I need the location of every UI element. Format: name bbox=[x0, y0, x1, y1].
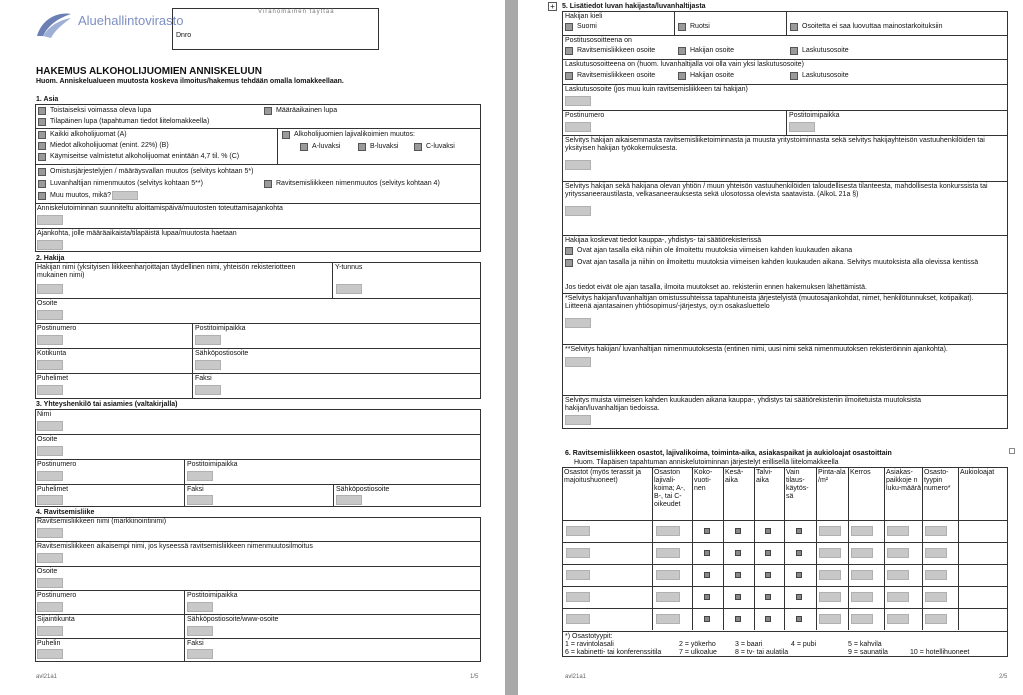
contact-postnum-field[interactable] bbox=[37, 471, 63, 481]
assortment-field[interactable] bbox=[656, 526, 680, 536]
label-no-marketing: Osoitetta ei saa luovuttaa mainostarkoituksiin bbox=[802, 23, 943, 30]
label-ownership-details: *Selvitys hakijan/luvanhaltijan omistussuhteissa tapahtuneista järjestelyistä (muutosajankohdat, nimet, henkilötunnukset, kotipaikat). Liitteenä ajantasainen yhtiösopimus/-järjestys, oy:n osakasluettelo bbox=[565, 295, 974, 311]
label-finnish: Suomi bbox=[577, 23, 597, 30]
label-all-beverages: Kaikki alkoholijuomat (A) bbox=[50, 131, 127, 138]
label-fermented-beverages: Käymiseitse valmistetut alkoholijuomat enintään 4,7 til. % (C) bbox=[50, 153, 240, 160]
applicant-address-field[interactable] bbox=[37, 310, 63, 320]
table-cell-field[interactable] bbox=[925, 548, 947, 558]
checkbox-to-c[interactable] bbox=[414, 143, 422, 151]
checkbox-bill-billing[interactable] bbox=[790, 72, 798, 80]
type-8: 8 = tv- tai aulatila bbox=[735, 649, 789, 656]
label-permanent: Toistaiseksi voimassa oleva lupa bbox=[50, 107, 152, 114]
start-date-field[interactable] bbox=[37, 215, 63, 225]
label-applicant-postoffice: Postitoimipaikka bbox=[195, 325, 246, 332]
table-cell-field[interactable] bbox=[851, 570, 873, 580]
type-1: 1 = ravintolasali bbox=[565, 641, 614, 648]
contact-name-field[interactable] bbox=[37, 421, 63, 431]
form-page-1 bbox=[0, 0, 505, 695]
table-cell-field[interactable] bbox=[887, 548, 909, 558]
label-financial-status: Selvitys hakijan sekä hakijana olevan yhtiön / muun yhteisön vastuuhenkilöiden taloudellisesta tilanteesta, mahdollisesta konkurssista tai yrityssaneeraustilasta, velkasaneerauksesta sekä ulosotossa olevista saatavista. (AlkoL 21a §) bbox=[565, 183, 988, 199]
section-6-heading: 6. Ravitsemisliikkeen osastot, lajivalikoima, toiminta-aika, asiakaspaikat ja aukioloajat osastoittain bbox=[565, 450, 892, 457]
label-restaurant-postnum: Postinumero bbox=[37, 592, 77, 599]
table-cell-field[interactable] bbox=[819, 548, 841, 558]
move-handle-icon[interactable]: + bbox=[548, 2, 557, 11]
section-2-box bbox=[35, 262, 481, 399]
table-cell-field[interactable] bbox=[851, 592, 873, 602]
type-2: 2 = yökerho bbox=[679, 641, 716, 648]
applicant-postoffice-field[interactable] bbox=[195, 335, 221, 345]
checkbox-assortment-change[interactable] bbox=[282, 131, 290, 139]
checkbox-post-billing[interactable] bbox=[790, 47, 798, 55]
contact-phone-field[interactable] bbox=[37, 495, 63, 505]
business-id-field[interactable] bbox=[336, 284, 362, 294]
type-9: 9 = saunatila bbox=[848, 649, 888, 656]
type-4: 4 = pubi bbox=[791, 641, 817, 648]
checkbox-post-restaurant[interactable] bbox=[565, 47, 573, 55]
assortment-field[interactable] bbox=[656, 592, 680, 602]
section-4-heading: 4. Ravitsemisliike bbox=[36, 509, 95, 516]
label-register-note: Jos tiedot eivät ole ajan tasalla, ilmoita muutokset ao. rekisteriin ennen hakemuksen lähettämistä. bbox=[565, 284, 867, 291]
label-to-c: C-luvaksi bbox=[426, 143, 455, 150]
footer-page-number-2: 2/5 bbox=[999, 674, 1008, 680]
label-contact-phone: Puhelimet bbox=[37, 486, 69, 493]
season-checkbox[interactable] bbox=[796, 616, 802, 622]
label-restaurant-municipality: Sijaintikunta bbox=[37, 616, 75, 623]
period-field[interactable] bbox=[37, 240, 63, 250]
label-fixed-term: Määräaikainen lupa bbox=[276, 107, 338, 114]
season-checkbox[interactable] bbox=[735, 616, 741, 622]
label-restaurant-email: Sähköpostiosoite/www-osoite bbox=[187, 616, 279, 623]
type-6: 6 = kabinetti- tai konferenssitila bbox=[565, 649, 662, 656]
checkbox-register-unchanged[interactable] bbox=[565, 247, 573, 255]
logo-text: Aluehallintovirasto bbox=[78, 13, 184, 28]
label-restaurant-name: Ravitsemisliikkeen nimi (markkinointinimi) bbox=[37, 518, 167, 525]
label-period: Ajankohta, jolle määräaikaista/tilapäistä lupaa/muutosta haetaan bbox=[37, 230, 237, 237]
section-3-box bbox=[35, 409, 481, 507]
section-6-note: Huom. Tilapäisen tapahtuman anniskelutoiminnan järjestelyt erillisellä liitelomakkeella bbox=[574, 459, 839, 466]
label-to-a: A-luvaksi bbox=[312, 143, 341, 150]
table-cell-field[interactable] bbox=[819, 526, 841, 536]
label-restaurant-postoffice: Postitoimipaikka bbox=[187, 592, 238, 599]
label-restaurant-prevname: Ravitsemisliikkeen aikaisempi nimi, jos kyseessä ravitsemisliikkeen nimenmuutosilmoitus bbox=[37, 543, 313, 550]
season-checkbox[interactable] bbox=[765, 616, 771, 622]
table-cell-field[interactable] bbox=[887, 614, 909, 624]
checkbox-fermented-beverages[interactable] bbox=[38, 153, 46, 161]
type-5: 5 = kahvila bbox=[848, 641, 882, 648]
label-applicant-phone: Puhelimet bbox=[37, 375, 69, 382]
checkbox-finnish[interactable] bbox=[565, 23, 573, 31]
form-page-2 bbox=[518, 0, 1023, 695]
table-header-9: Asiakas-paikkoje n luku-määrä bbox=[886, 469, 922, 493]
season-checkbox[interactable] bbox=[704, 528, 710, 534]
season-checkbox[interactable] bbox=[704, 616, 710, 622]
department-name-field[interactable] bbox=[566, 548, 590, 558]
table-header-8: Kerros bbox=[850, 469, 871, 476]
footer-form-code: avl21a1 bbox=[36, 674, 58, 680]
restaurant-postnum-field[interactable] bbox=[37, 602, 63, 612]
restaurant-email-field[interactable] bbox=[187, 626, 213, 636]
checkbox-to-a[interactable] bbox=[300, 143, 308, 151]
applicant-postnum-field[interactable] bbox=[37, 335, 63, 345]
season-checkbox[interactable] bbox=[796, 572, 802, 578]
rename-details-field[interactable] bbox=[565, 357, 591, 367]
contact-address-field[interactable] bbox=[37, 446, 63, 456]
contact-postoffice-field[interactable] bbox=[187, 471, 213, 481]
label-billing-postnum: Postinumero bbox=[565, 112, 605, 119]
label-contact-email: Sähköpostiosoite bbox=[336, 486, 390, 493]
table-header-5: Talvi-aika bbox=[756, 469, 773, 485]
label-billing-address-is: Laskutusosoitteena on (huom. luvanhaltijalla voi olla vain yksi laskutusosoite) bbox=[565, 61, 804, 68]
checkbox-register-changed[interactable] bbox=[565, 259, 573, 267]
table-cell-field[interactable] bbox=[925, 570, 947, 580]
other-change-field[interactable] bbox=[112, 191, 138, 200]
label-contact-fax: Faksi bbox=[187, 486, 204, 493]
label-bill-billing: Laskutusosoite bbox=[802, 72, 849, 79]
resize-handle-icon[interactable] bbox=[1009, 448, 1015, 454]
label-contact-address: Osoite bbox=[37, 436, 58, 443]
footer-page-number: 1/5 bbox=[470, 674, 479, 680]
aluehallintovirasto-logo-icon bbox=[33, 10, 75, 40]
label-contact-name: Nimi bbox=[37, 411, 51, 418]
label-mild-beverages: Miedot alkoholijuomat (enint. 22%) (B) bbox=[50, 142, 169, 149]
table-header-6: Vain tilaus-käytös-sä bbox=[786, 469, 809, 501]
assortment-field[interactable] bbox=[656, 548, 680, 558]
label-other-changes: Selvitys muista viimeisen kahden kuukauden aikana kauppa-, yhdistys tai säätiörekisteriin ilmoitetuista muutoksista hakijan/luvanhaltijan tiedoissa. bbox=[565, 397, 922, 413]
season-checkbox[interactable] bbox=[704, 572, 710, 578]
checkbox-bill-applicant[interactable] bbox=[678, 72, 686, 80]
dnro-label: Dnro bbox=[176, 32, 192, 39]
applicant-phone-field[interactable] bbox=[37, 385, 63, 395]
restaurant-municipality-field[interactable] bbox=[37, 626, 63, 636]
season-checkbox[interactable] bbox=[796, 594, 802, 600]
label-bill-applicant: Hakijan osoite bbox=[690, 72, 734, 79]
table-cell-field[interactable] bbox=[851, 548, 873, 558]
applicant-email-field[interactable] bbox=[195, 360, 221, 370]
table-cell-field[interactable] bbox=[925, 614, 947, 624]
label-start-date: Anniskelutoiminnan suunniteltu aloittamispäivä/muutosten toteuttamisajankohta bbox=[37, 205, 283, 212]
label-applicant-address: Osoite bbox=[37, 300, 58, 307]
season-checkbox[interactable] bbox=[735, 528, 741, 534]
label-holder-rename: Luvanhaltijan nimenmuutos (selvitys kohtaan 5**) bbox=[50, 180, 203, 187]
other-changes-field[interactable] bbox=[565, 415, 591, 425]
checkbox-other-change[interactable] bbox=[38, 192, 46, 200]
label-applicant-municipality: Kotikunta bbox=[37, 350, 67, 357]
ownership-details-field[interactable] bbox=[565, 318, 591, 328]
type-7: 7 = ulkoalue bbox=[679, 649, 717, 656]
contact-fax-field[interactable] bbox=[187, 495, 213, 505]
label-restaurant-rename: Ravitsemisliikkeen nimenmuutos (selvitys kohtaan 4) bbox=[276, 180, 440, 187]
label-business-history: Selvitys hakijan aikaisemmasta ravitsemisliiketoiminnasta ja muusta yritystoiminnasta sekä selvitys hakijayhteisön vastuuhenkilöiden tai yksityisen hakijan työkokemuksesta. bbox=[565, 137, 985, 153]
table-cell-field[interactable] bbox=[851, 526, 873, 536]
page-subtitle: Huom. Anniskelualueen muutosta koskeva ilmoitus/hakemus tehdään omalla lomakkeellaan. bbox=[36, 78, 344, 85]
applicant-fax-field[interactable] bbox=[195, 385, 221, 395]
label-rename-details: **Selvitys hakijan/ luvanhaltijan nimenmuutoksesta (entinen nimi, uusi nimi sekä nimenmuutoksen rekisteröinnin ajankohta). bbox=[565, 346, 948, 353]
label-temporary: Tilapäinen lupa (tapahtuman tiedot liitelomakkeella) bbox=[50, 118, 210, 125]
table-cell-field[interactable] bbox=[887, 570, 909, 580]
label-billing-address: Laskutusosoite (jos muu kuin ravitsemisliikkeen tai hakijan) bbox=[565, 86, 748, 93]
table-cell-field[interactable] bbox=[819, 592, 841, 602]
checkbox-all-beverages[interactable] bbox=[38, 131, 46, 139]
season-checkbox[interactable] bbox=[765, 550, 771, 556]
label-postal-address-is: Postitusosoitteena on bbox=[565, 37, 632, 44]
checkbox-ownership-change[interactable] bbox=[38, 168, 46, 176]
label-applicant-name: Hakijan nimi (yksityisen liikkeenharjoittajan täydellinen nimi, yhteisön rekisteriotteen mukainen nimi) bbox=[37, 264, 296, 280]
season-checkbox[interactable] bbox=[765, 572, 771, 578]
label-business-id: Y-tunnus bbox=[335, 264, 363, 271]
section-1-heading: 1. Asia bbox=[36, 96, 59, 103]
label-other-change: Muu muutos, mikä? bbox=[50, 192, 112, 199]
table-header-4: Kesä-aika bbox=[725, 469, 744, 485]
restaurant-prevname-field[interactable] bbox=[37, 553, 63, 563]
season-checkbox[interactable] bbox=[765, 594, 771, 600]
contact-email-field[interactable] bbox=[336, 495, 362, 505]
checkbox-to-b[interactable] bbox=[358, 143, 366, 151]
label-register-changed: Ovat ajan tasalla ja niihin on ilmoitettu muutoksia viimeisen kahden kuukauden aikana. Selvitys muutoksista alla olevissa kentissä bbox=[577, 259, 979, 266]
billing-address-field[interactable] bbox=[565, 96, 591, 106]
billing-postnum-field[interactable] bbox=[565, 122, 591, 132]
section-3-heading: 3. Yhteyshenkilö tai asiamies (valtakirjalla) bbox=[36, 401, 178, 408]
section-2-heading: 2. Hakija bbox=[36, 255, 65, 262]
table-cell-field[interactable] bbox=[925, 526, 947, 536]
official-label: Viranomainen täyttää bbox=[258, 9, 335, 15]
assortment-field[interactable] bbox=[656, 570, 680, 580]
label-bill-restaurant: Ravitsemisliikkeen osoite bbox=[577, 72, 656, 79]
season-checkbox[interactable] bbox=[765, 528, 771, 534]
table-cell-field[interactable] bbox=[851, 614, 873, 624]
season-checkbox[interactable] bbox=[704, 594, 710, 600]
department-name-field[interactable] bbox=[566, 526, 590, 536]
table-cell-field[interactable] bbox=[887, 592, 909, 602]
applicant-municipality-field[interactable] bbox=[37, 360, 63, 370]
checkbox-restaurant-rename[interactable] bbox=[264, 180, 272, 188]
restaurant-postoffice-field[interactable] bbox=[187, 602, 213, 612]
checkbox-fixed-term[interactable] bbox=[264, 107, 272, 115]
table-header-1: Osastot (myös terassit ja majoitushuoneet) bbox=[564, 469, 642, 485]
type-10: 10 = hotellihuoneet bbox=[910, 649, 970, 656]
label-language: Hakijan kieli bbox=[565, 13, 603, 20]
checkbox-mild-beverages[interactable] bbox=[38, 142, 46, 150]
table-header-2: Osaston lajivali-koima; A-, B-, tai C-oikeudet bbox=[654, 469, 686, 509]
department-name-field[interactable] bbox=[566, 592, 590, 602]
billing-postoffice-field[interactable] bbox=[789, 122, 815, 132]
label-applicant-fax: Faksi bbox=[195, 375, 212, 382]
label-swedish: Ruotsi bbox=[690, 23, 710, 30]
table-header-11: Aukioloajat bbox=[960, 469, 995, 476]
label-assortment-change: Alkoholijuomien lajivalikoimien muutos: bbox=[294, 131, 415, 138]
restaurant-phone-field[interactable] bbox=[37, 649, 63, 659]
label-register-info: Hakijaa koskevat tiedot kauppa-, yhdistys- tai säätiörekisterissä bbox=[565, 237, 762, 244]
restaurant-fax-field[interactable] bbox=[187, 649, 213, 659]
footer-form-code-2: avl21a1 bbox=[565, 674, 587, 680]
table-cell-field[interactable] bbox=[819, 570, 841, 580]
checkbox-swedish[interactable] bbox=[678, 23, 686, 31]
label-applicant-email: Sähköpostiosoite bbox=[195, 350, 249, 357]
table-header-3: Koko-vuoti-nen bbox=[694, 469, 713, 493]
season-checkbox[interactable] bbox=[704, 550, 710, 556]
label-register-unchanged: Ovat ajan tasalla eikä niihin ole ilmoitettu muutoksia viimeisen kahden kuukauden aikana bbox=[577, 247, 853, 254]
restaurant-address-field[interactable] bbox=[37, 578, 63, 588]
table-header-10: Osasto-tyypin numero* bbox=[924, 469, 951, 493]
checkbox-bill-restaurant[interactable] bbox=[565, 72, 573, 80]
department-name-field[interactable] bbox=[566, 614, 590, 624]
section-types-title: *) Osastotyypit: bbox=[565, 633, 613, 640]
assortment-field[interactable] bbox=[656, 614, 680, 624]
table-cell-field[interactable] bbox=[819, 614, 841, 624]
table-cell-field[interactable] bbox=[925, 592, 947, 602]
section-5-heading: 5. Lisätiedot luvan hakijasta/luvanhaltijasta bbox=[562, 3, 706, 10]
label-restaurant-phone: Puhelin bbox=[37, 640, 61, 647]
page-title: HAKEMUS ALKOHOLIJUOMIEN ANNISKELUUN bbox=[36, 66, 262, 77]
department-name-field[interactable] bbox=[566, 570, 590, 580]
table-header-7: Pinta-ala /m² bbox=[818, 469, 846, 485]
section-6-table bbox=[562, 467, 1008, 657]
label-billing-postoffice: Postitoimipaikka bbox=[789, 112, 840, 119]
checkbox-no-marketing[interactable] bbox=[790, 23, 798, 31]
season-checkbox[interactable] bbox=[735, 572, 741, 578]
checkbox-permanent[interactable] bbox=[38, 107, 46, 115]
checkbox-holder-rename[interactable] bbox=[38, 180, 46, 188]
label-post-restaurant: Ravitsemisliikkeen osoite bbox=[577, 47, 656, 54]
label-applicant-postnum: Postinumero bbox=[37, 325, 77, 332]
label-restaurant-fax: Faksi bbox=[187, 640, 204, 647]
label-post-billing: Laskutusosoite bbox=[802, 47, 849, 54]
season-checkbox[interactable] bbox=[735, 550, 741, 556]
label-contact-postoffice: Postitoimipaikka bbox=[187, 461, 238, 468]
restaurant-name-field[interactable] bbox=[37, 528, 63, 538]
applicant-name-field[interactable] bbox=[37, 284, 63, 294]
type-3: 3 = baari bbox=[735, 641, 763, 648]
label-ownership-change: Omistusjärjestelyjen / määräysvallan muutos (selvitys kohtaan 5*) bbox=[50, 168, 254, 175]
business-history-field[interactable] bbox=[565, 160, 591, 170]
financial-status-field[interactable] bbox=[565, 206, 591, 216]
season-checkbox[interactable] bbox=[796, 528, 802, 534]
label-restaurant-address: Osoite bbox=[37, 568, 58, 575]
season-checkbox[interactable] bbox=[796, 550, 802, 556]
checkbox-post-applicant[interactable] bbox=[678, 47, 686, 55]
label-contact-postnum: Postinumero bbox=[37, 461, 77, 468]
checkbox-temporary[interactable] bbox=[38, 118, 46, 126]
label-post-applicant: Hakijan osoite bbox=[690, 47, 734, 54]
table-cell-field[interactable] bbox=[887, 526, 909, 536]
label-to-b: B-luvaksi bbox=[370, 143, 399, 150]
season-checkbox[interactable] bbox=[735, 594, 741, 600]
